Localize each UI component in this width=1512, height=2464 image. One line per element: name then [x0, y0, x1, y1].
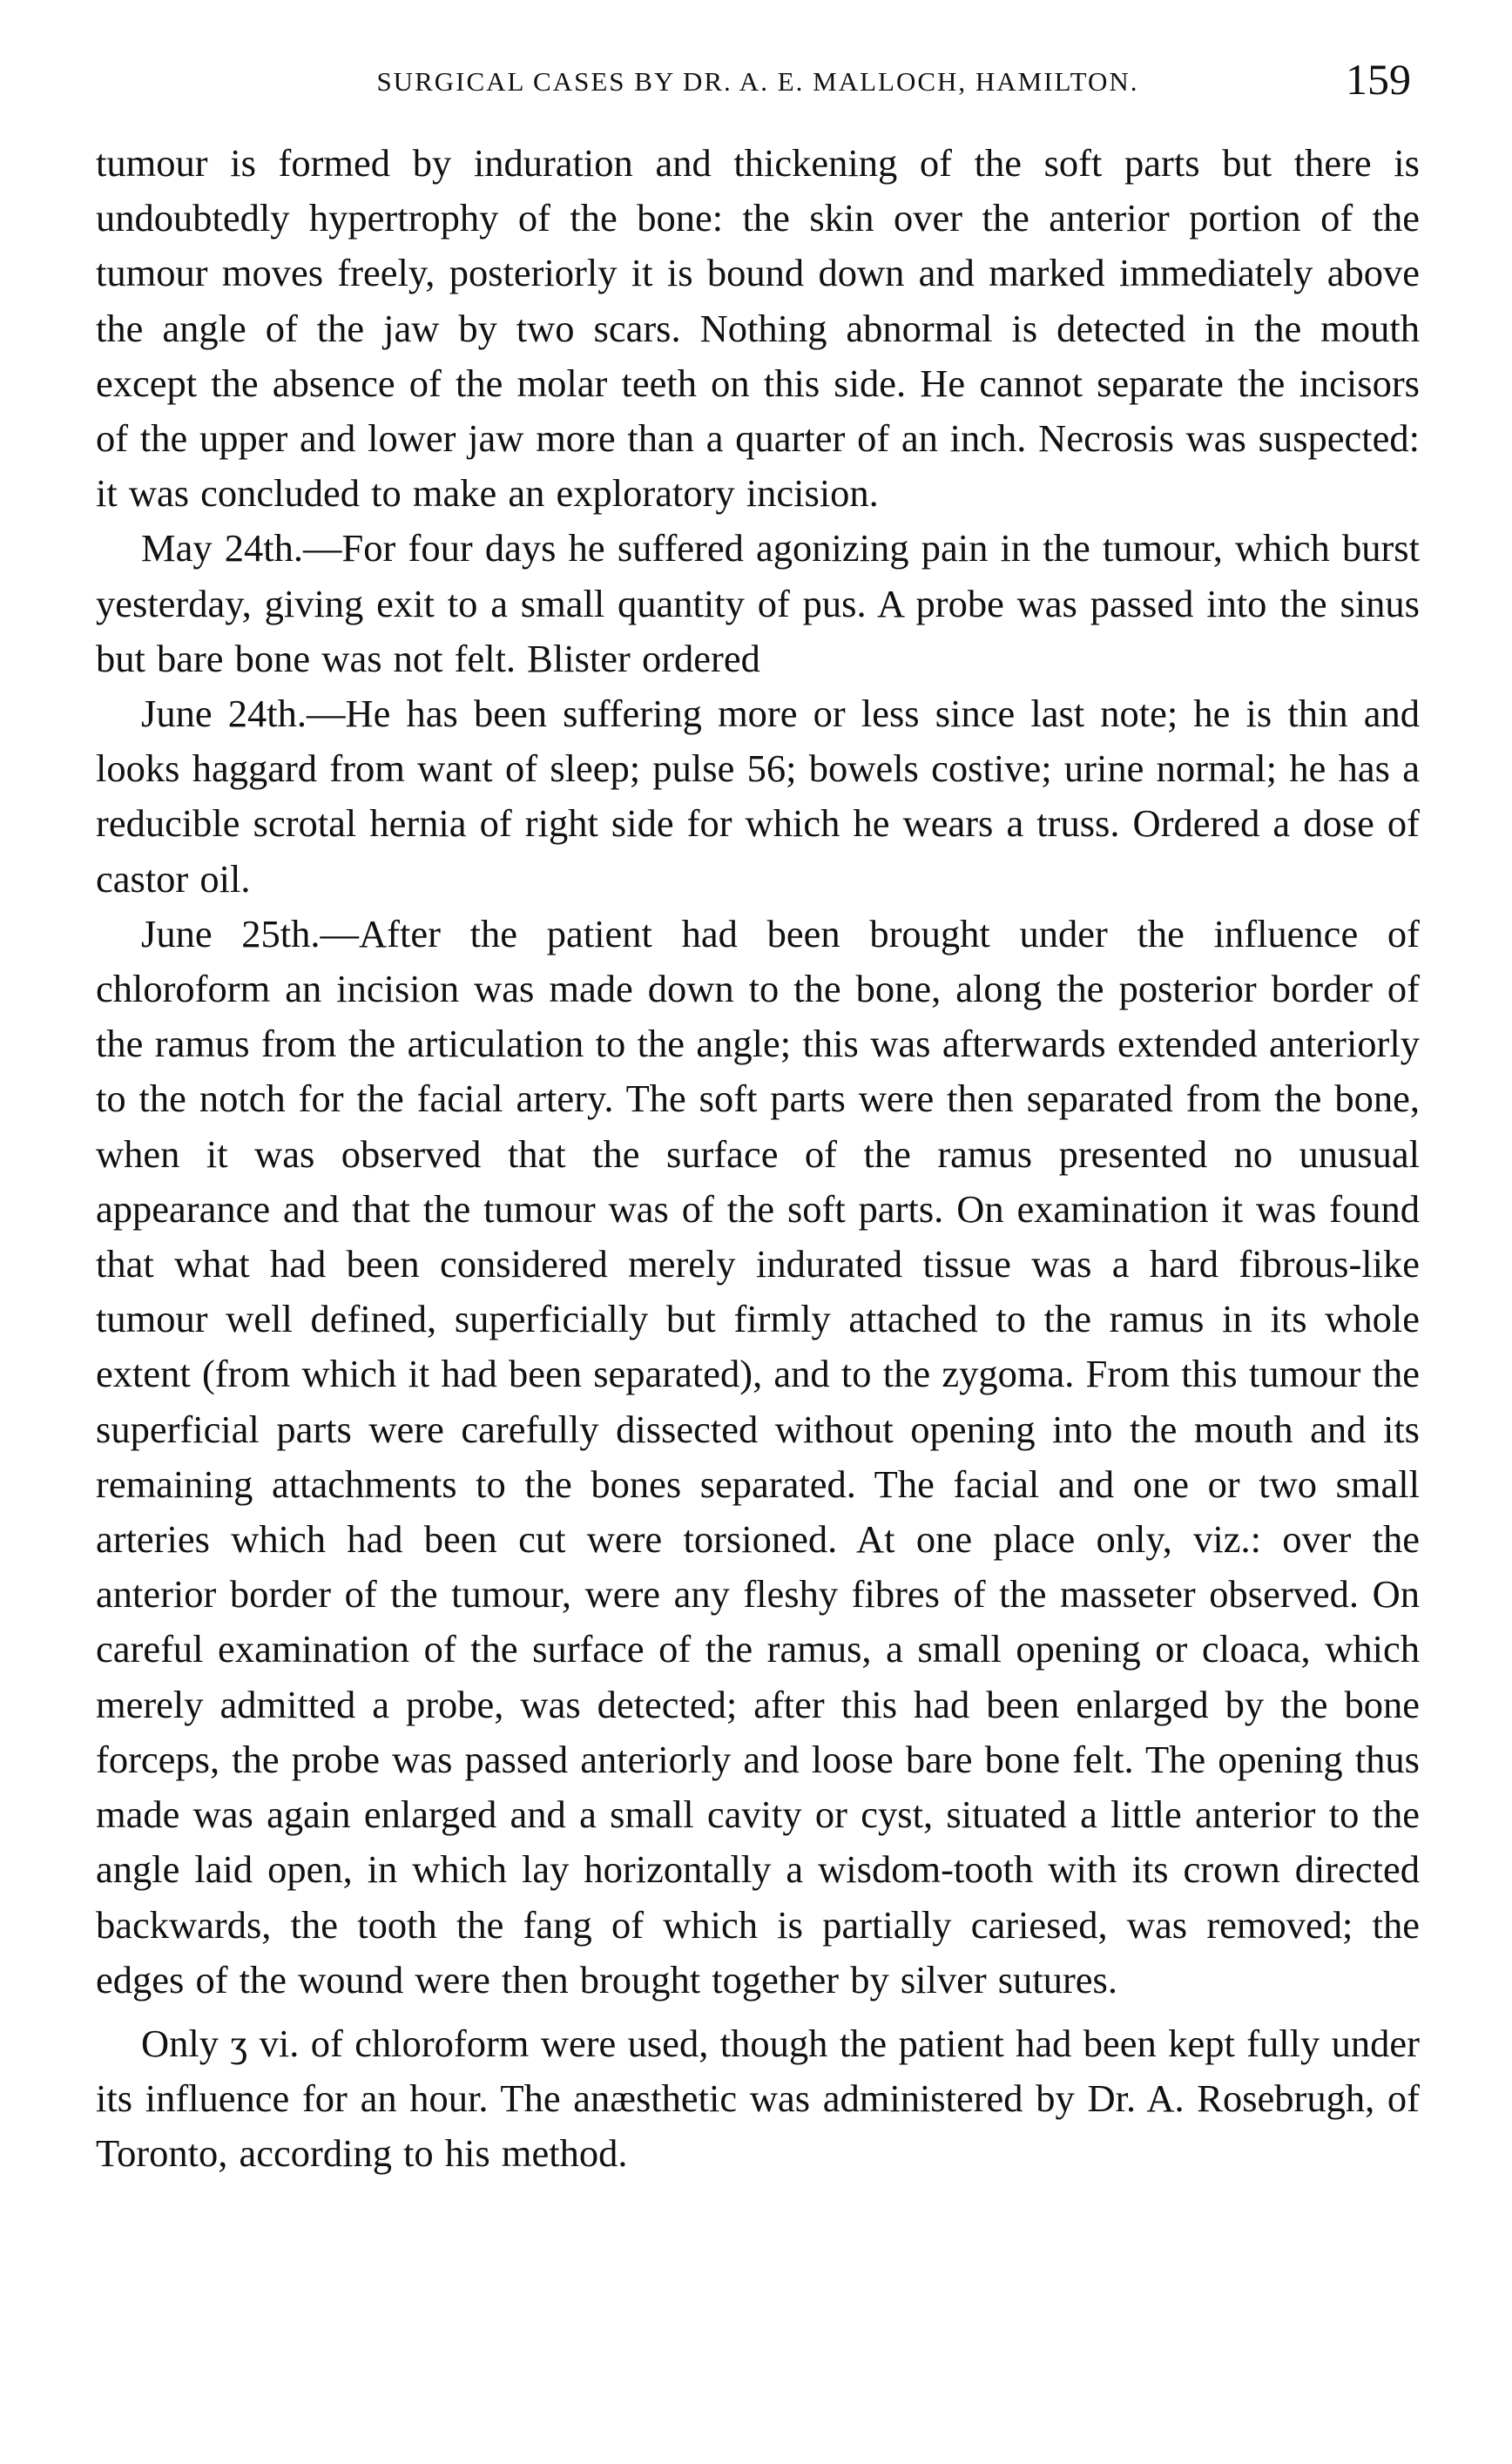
- running-title: SURGICAL CASES BY DR. A. E. MALLOCH, HAMILTON.: [376, 66, 1139, 97]
- entry-date: May 24th.: [141, 526, 304, 570]
- paragraph-june-24: [96, 686, 1420, 907]
- page-number: 159: [1346, 55, 1411, 104]
- entry-date: June 25th.: [141, 911, 321, 955]
- article-body: [96, 136, 1420, 2182]
- paragraph-text: —For four days he suffered agonizing pain in the tumour, which burst yesterday, giving exit to a small quantity of pus. A probe was passed into the sinus but bare bone was not felt. Blister ordered: [96, 526, 1420, 680]
- paragraph-text: tumour is formed by induration and thickening of the soft parts but there is undoubtedly hypertrophy of the bone: the skin over the anterior portion of the tumour moves freely, posteriorly it is bound down and marked immediately above the angle of the jaw by two scars. Nothing abnormal is detected in the mouth except the absence of the molar teeth on this side. He cannot separate the incisors of the upper and lower jaw more than a quarter of an inch. Necrosis was suspected: it was concluded to make an exploratory incision.: [96, 141, 1420, 516]
- paragraph-text: —After the patient had been brought under the influence of chloroform an incision was made down to the bone, along the posterior border of the ramus from the articulation to the angle; this was afterwards extended anteriorly to the notch for the facial artery. The soft parts were then separated from the bone, when it was observed that the surface of the ramus presented no unusual appearance and that the tumour was of the soft parts. On examination it was found that what had been considered merely indurated tissue was a hard fibrous-like tumour well defined, superficially but firmly attached to the ramus in its whole extent (from which it had been separated), and to the zygoma. From this tumour the superficial parts were carefully dissected without opening into the mouth and its remaining attachments to the bones separated. The facial and one or two small arteries which had been cut were torsioned. At one place only, viz.: over the anterior border of the tumour, were any fleshy fibres of the masseter observed. On careful examination of the surface of the ramus, a small opening or cloaca, which merely admitted a probe, was detected; after this had been enlarged by the bone forceps, the probe was passed anteriorly and loose bare bone felt. The opening thus made was again enlarged and a small cavity or cyst, situated a little anterior to the angle laid open, in which lay horizontally a wisdom-tooth with its crown directed backwards, the tooth the fang of which is partially cariesed, was removed; the edges of the wound were then brought together by silver sutures.: [96, 911, 1420, 2002]
- paragraph-june-25: [96, 907, 1420, 2008]
- paragraph-anaesthetic: [96, 2016, 1420, 2182]
- page: [96, 51, 1420, 2182]
- entry-date: June 24th.: [141, 692, 307, 736]
- paragraph-text: Only ʒ vi. of chloroform were used, though the patient had been kept fully under its influence for an hour. The anæsthetic was administered by Dr. A. Rosebrugh, of Toronto, according to his method.: [96, 2021, 1420, 2176]
- paragraph-may-24: [96, 521, 1420, 686]
- paragraph-text: —He has been suffering more or less since last note; he is thin and looks haggard from want of sleep; pulse 56; bowels costive; urine normal; he has a reducible scrotal hernia of right side for which he wears a truss. Ordered a dose of castor oil.: [96, 692, 1420, 901]
- running-head: [96, 51, 1420, 120]
- paragraph-tumour-description: [96, 136, 1420, 521]
